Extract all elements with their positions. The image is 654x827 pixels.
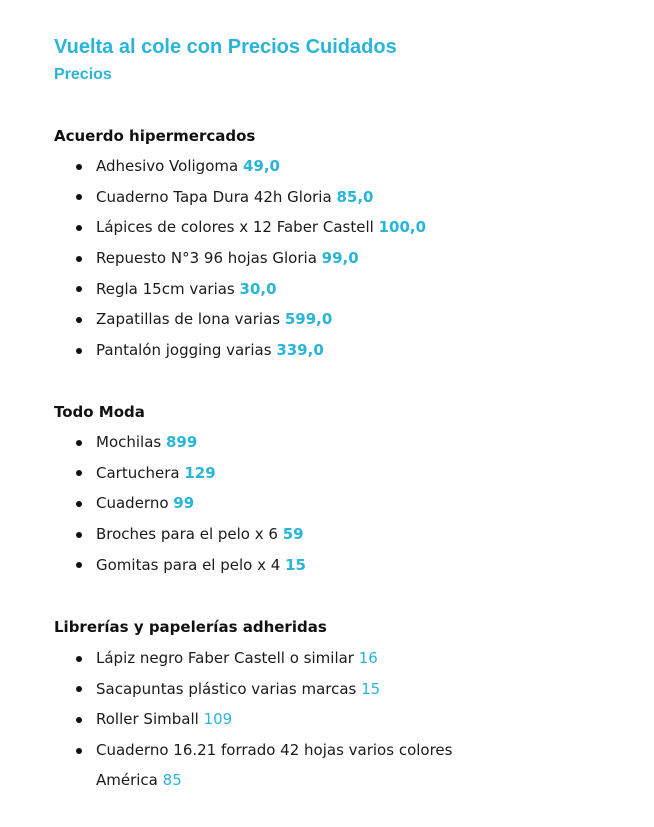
list-item: [76, 274, 426, 305]
bullet-icon: [76, 470, 82, 476]
item-price: 99,0: [321, 249, 359, 268]
item-price: 899: [166, 433, 198, 451]
item-name: Regla 15cm varias: [96, 279, 235, 298]
bullet-icon: [76, 562, 82, 568]
list-item: [76, 519, 306, 550]
item-price: 99: [173, 494, 195, 513]
list-item: [76, 335, 426, 366]
price-list-acuerdo-hipermercados: [76, 151, 426, 366]
list-item: [76, 550, 306, 581]
item-price: 15: [285, 555, 306, 574]
item-name: Cartuchera: [96, 463, 180, 482]
bullet-icon: [76, 748, 82, 754]
bullet-icon: [76, 194, 82, 200]
list-item: [76, 643, 452, 674]
list-item: [76, 304, 426, 335]
list-item-continuation: [96, 765, 182, 796]
item-price: 599,0: [284, 310, 333, 329]
item-name-continuation: América: [96, 771, 158, 789]
item-price: 339,0: [276, 341, 324, 360]
list-item: [76, 212, 426, 243]
price-list-todo-moda: [76, 427, 306, 580]
item-price: 100,0: [378, 218, 427, 237]
bullet-icon: [76, 256, 82, 262]
item-price: 85,0: [336, 187, 374, 206]
item-name: Broches para el pelo x 6: [96, 525, 278, 544]
item-name: Lápices de colores x 12 Faber Castell: [96, 218, 374, 237]
item-price: 59: [282, 525, 304, 544]
item-price: 129: [184, 463, 216, 482]
list-item: [76, 427, 306, 458]
item-name: Cuaderno Tapa Dura 42h Gloria: [96, 187, 332, 206]
bullet-icon: [76, 317, 82, 323]
item-price: 49,0: [242, 157, 280, 175]
item-name: Mochilas: [96, 433, 162, 451]
section-heading-acuerdo-hipermercados: Acuerdo hipermercados: [54, 127, 256, 145]
page-title: Vuelta al cole con Precios Cuidados: [54, 36, 397, 58]
list-item: [76, 735, 452, 766]
list-item: [76, 674, 452, 705]
list-item: [76, 182, 426, 213]
bullet-icon: [76, 440, 82, 446]
item-name: Roller Simball: [96, 710, 199, 729]
section-heading-todo-moda: Todo Moda: [54, 403, 145, 421]
section-heading-librerias: Librerías y papelerías adheridas: [54, 618, 327, 636]
item-name: Sacapuntas plástico varias marcas: [96, 679, 357, 698]
price-list-librerias: [76, 643, 452, 766]
item-price: 15: [361, 679, 381, 698]
item-name: Gomitas para el pelo x 4: [96, 555, 281, 574]
item-name: Cuaderno 16.21 forrado 42 hojas varios colores: [96, 741, 453, 760]
list-item: [76, 488, 306, 519]
bullet-icon: [76, 286, 82, 292]
item-name: Pantalón jogging varias: [96, 341, 272, 360]
bullet-icon: [76, 501, 82, 507]
bullet-icon: [76, 532, 82, 538]
item-name: Repuesto N°3 96 hojas Gloria: [96, 249, 317, 268]
page-subtitle: Precios: [54, 66, 112, 83]
bullet-icon: [76, 686, 82, 692]
item-price: 109: [203, 710, 233, 729]
bullet-icon: [76, 348, 82, 354]
item-name: Adhesivo Voligoma: [96, 157, 239, 175]
list-item: [76, 151, 426, 182]
bullet-icon: [76, 717, 82, 723]
item-price: 30,0: [239, 279, 277, 298]
item-name: Cuaderno: [96, 494, 169, 513]
bullet-icon: [76, 164, 82, 170]
bullet-icon: [76, 656, 82, 662]
list-item: [76, 704, 452, 735]
item-price: 16: [358, 649, 378, 667]
list-item: [76, 458, 306, 489]
item-name: Zapatillas de lona varias: [96, 310, 281, 329]
bullet-icon: [76, 225, 82, 231]
list-item: [76, 243, 426, 274]
item-name: Lápiz negro Faber Castell o similar: [96, 649, 354, 667]
item-price: 85: [162, 771, 182, 789]
